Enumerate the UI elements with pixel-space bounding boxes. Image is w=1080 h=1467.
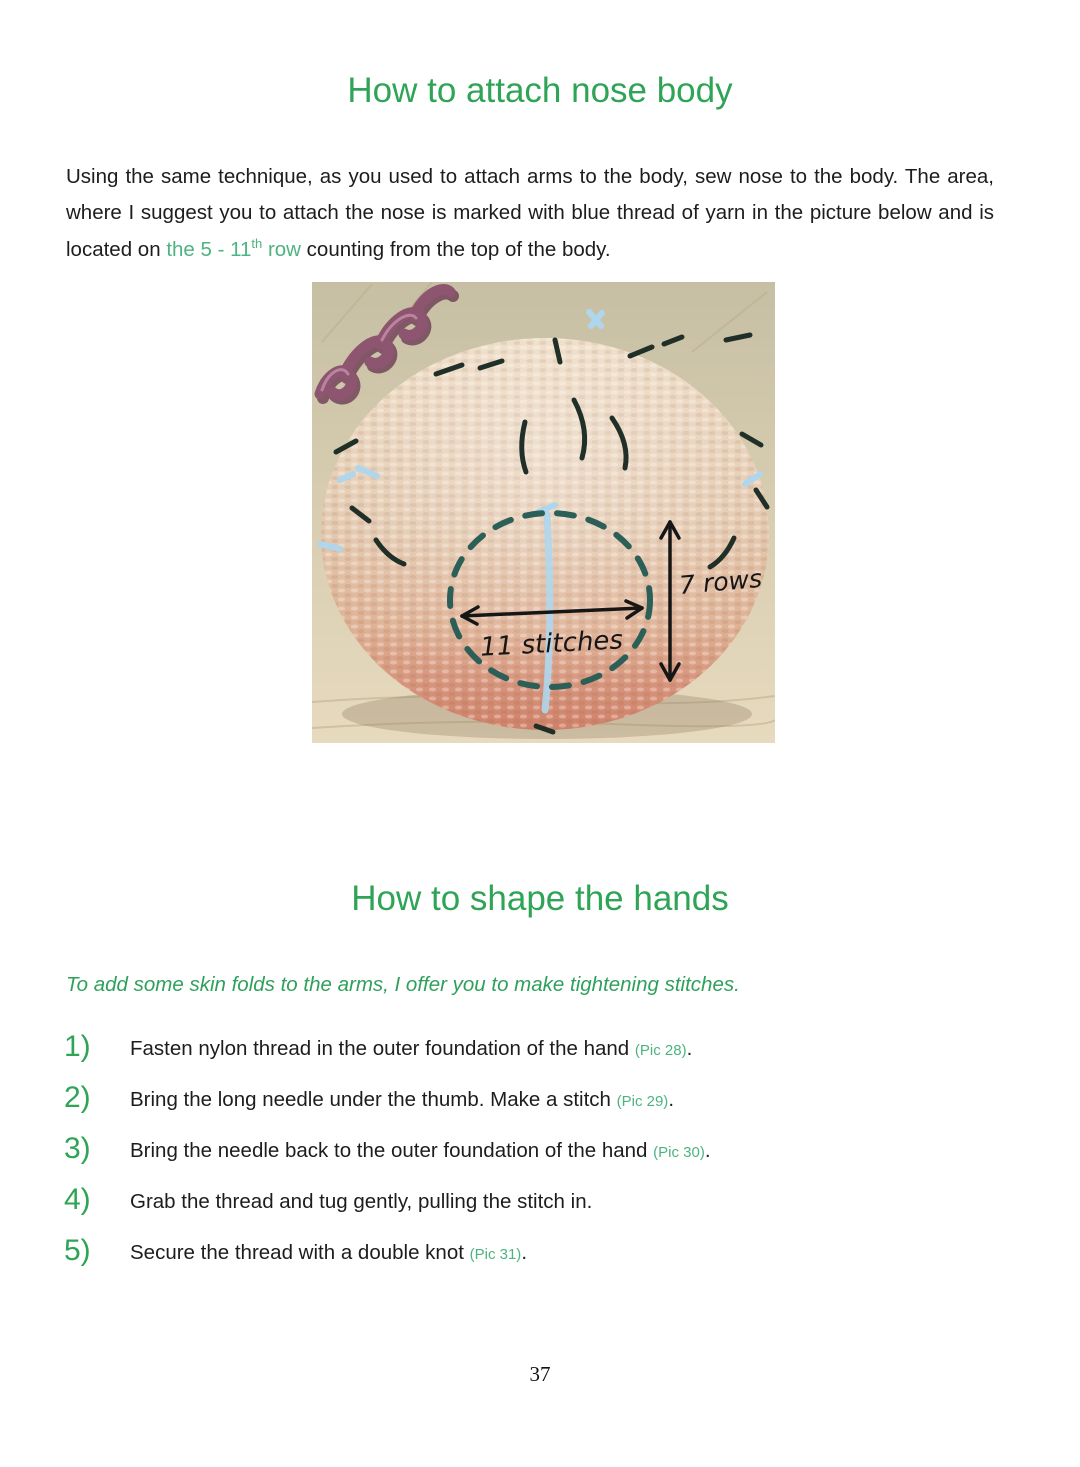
rows-count-label: 7 rows — [677, 563, 764, 600]
step-item-4 — [64, 1183, 1004, 1234]
step-tail: . — [686, 1037, 693, 1060]
step-item-2 — [64, 1081, 1004, 1132]
step-item-1 — [64, 1030, 1004, 1081]
step-number: 3) — [64, 1132, 91, 1165]
paragraph-text-after: counting from the top of the body. — [300, 237, 611, 261]
step-tail: . — [521, 1241, 528, 1264]
step-tail: . — [668, 1088, 675, 1111]
hands-steps-list — [64, 1030, 1004, 1285]
pic-reference: (Pic 29) — [616, 1093, 669, 1110]
step-text — [130, 1030, 692, 1065]
ordinal-superscript: th — [251, 235, 263, 251]
step-body: Secure the thread with a double knot — [130, 1241, 464, 1264]
step-number: 5) — [64, 1234, 91, 1267]
step-item-3 — [64, 1132, 1004, 1183]
step-body: Bring the needle back to the outer foundation of the hand — [130, 1139, 648, 1162]
step-body: Fasten nylon thread in the outer foundation of the hand — [130, 1037, 630, 1060]
step-text — [130, 1081, 674, 1116]
pic-reference: (Pic 30) — [653, 1144, 705, 1161]
step-number: 2) — [64, 1081, 91, 1114]
nose-section-title: How to attach nose body — [347, 71, 733, 111]
step-item-5 — [64, 1234, 1004, 1285]
row-range-highlight: the 5 - 11 — [166, 237, 252, 261]
stitches-count-label: 11 stitches — [479, 625, 624, 663]
row-range-highlight-tail: row — [262, 237, 301, 261]
paragraph-text-before: Using the same technique, as you used to attach arms to the body, sew nose to the body. The area, where I suggest you to attach the nose is marked with blue thread of yarn in the picture below and is located on — [66, 164, 994, 261]
page-number: 37 — [529, 1362, 551, 1386]
hands-section-title: How to shape the hands — [351, 879, 729, 919]
hands-intro-note: To add some skin folds to the arms, I offer you to make tightening stitches. — [66, 972, 740, 996]
step-number: 1) — [64, 1030, 91, 1063]
step-body: Bring the long needle under the thumb. Make a stitch — [130, 1088, 611, 1111]
pic-reference: (Pic 28) — [634, 1042, 687, 1059]
step-tail: . — [704, 1139, 711, 1162]
crochet-body-photo — [312, 282, 775, 743]
step-text — [130, 1132, 711, 1167]
step-text — [130, 1183, 592, 1218]
step-text — [130, 1234, 527, 1269]
step-body: Grab the thread and tug gently, pulling the stitch in. — [130, 1190, 593, 1213]
nose-placement-photo — [312, 282, 775, 743]
nose-paragraph — [66, 159, 994, 269]
step-number: 4) — [64, 1183, 91, 1216]
pic-reference: (Pic 31) — [469, 1246, 522, 1263]
